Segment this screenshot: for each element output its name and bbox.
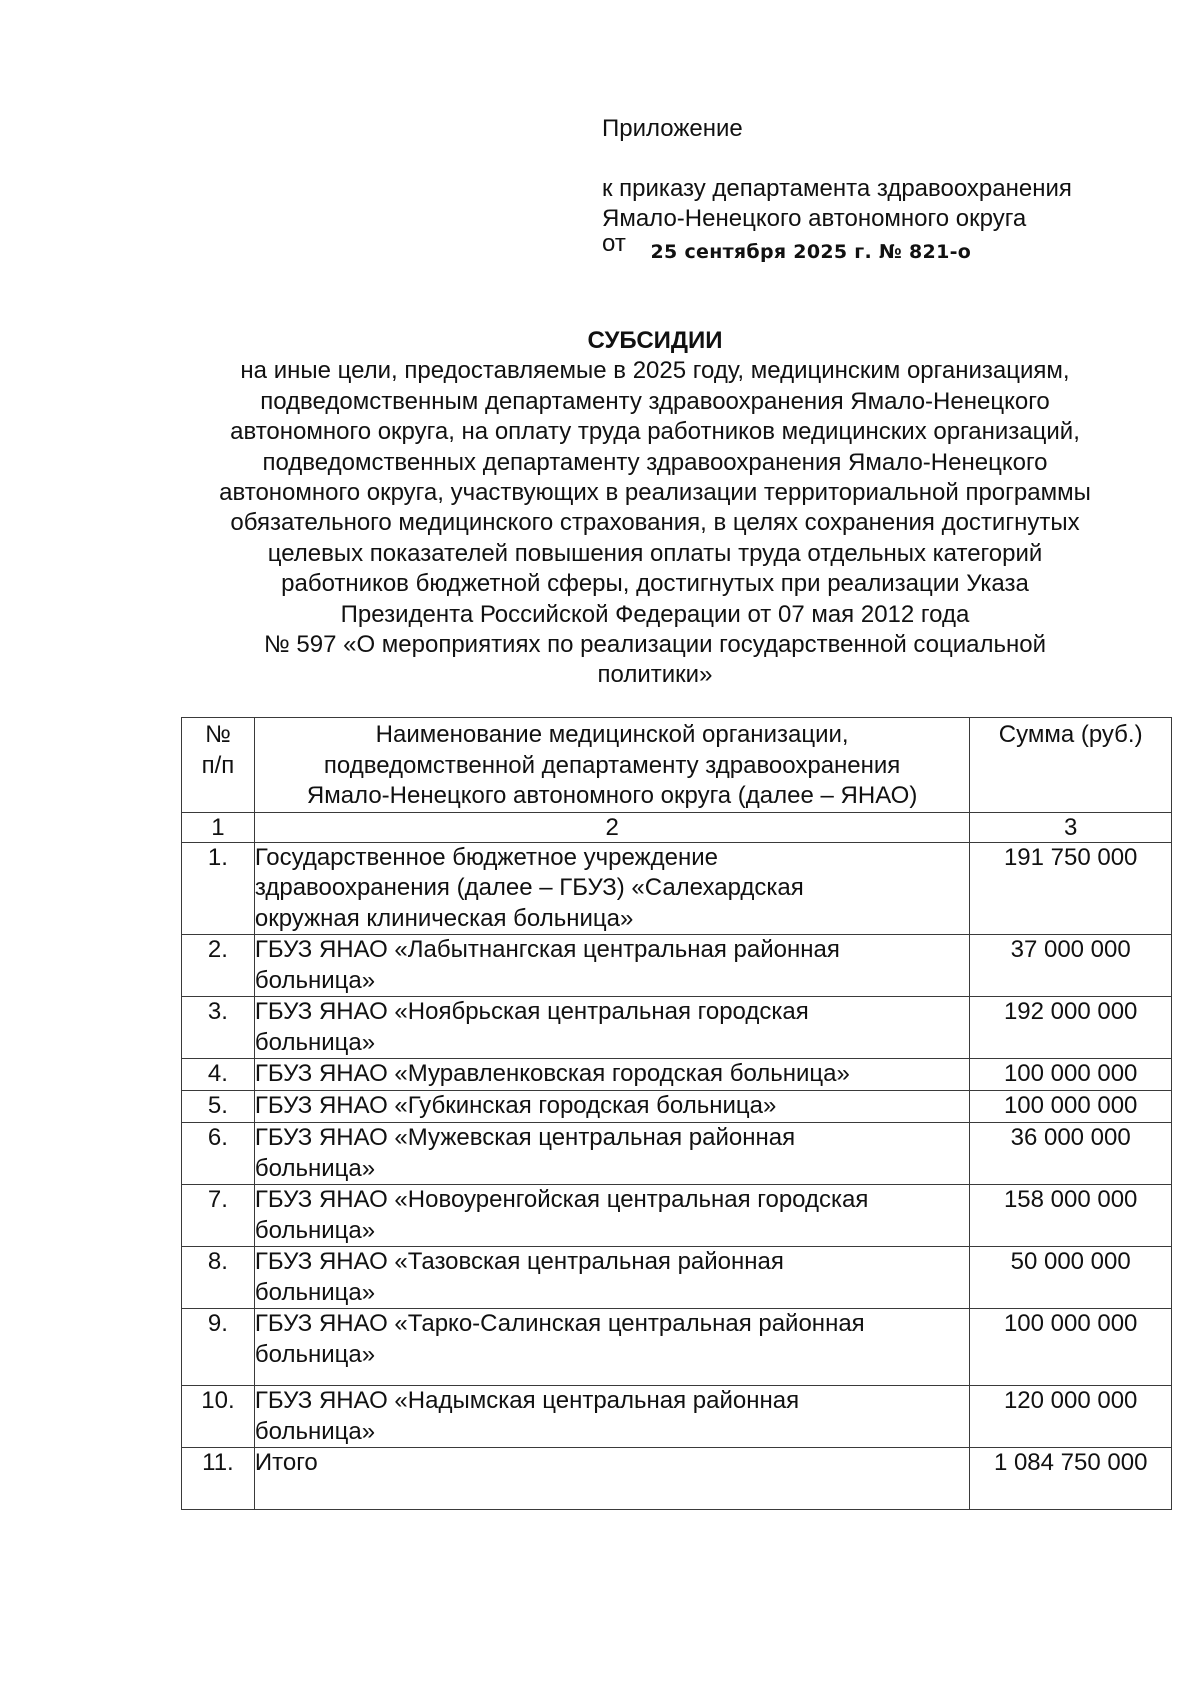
row-sum: 158 000 000 [970, 1185, 1172, 1247]
row-name-line: больница» [254, 1417, 376, 1445]
column-index-cell: 1 [182, 812, 255, 842]
subtitle-line: автономного округа, участвующих в реализации территориальной программы [219, 479, 1091, 507]
subtitle-line: обязательного медицинского страхования, в целях сохранения достигнутых [230, 509, 1080, 537]
appendix-order-line-1: к приказу департамента здравоохранения [602, 175, 1072, 202]
table-row [182, 1123, 1172, 1185]
column-index-cell: 3 [970, 812, 1172, 842]
row-name-line: ГБУЗ ЯНАО «Муравленковская городская больница» [254, 1060, 850, 1087]
header-name-line: подведомственной департаменту здравоохранения [323, 751, 901, 779]
row-name-line: больница» [254, 1154, 376, 1182]
subtitle-line: работников бюджетной сферы, достигнутых при реализации Указа [281, 570, 1029, 598]
row-sum: 37 000 000 [970, 935, 1172, 997]
row-name-line: здравоохранения (далее – ГБУЗ) «Салехардская [254, 874, 804, 901]
subtitle-line: Президента Российской Федерации от 07 мая 2012 года [340, 600, 970, 628]
row-name-line: больница» [254, 1216, 376, 1244]
row-num: 8. [182, 1247, 255, 1309]
row-name [254, 935, 969, 997]
table-row [182, 1185, 1172, 1247]
row-name-line: Итого [254, 1449, 318, 1476]
header-sum: Сумма (руб.) [970, 718, 1172, 813]
table-row-total [182, 1448, 1172, 1510]
header-name-line: Наименование медицинской организации, [375, 721, 849, 748]
table-row [182, 1059, 1172, 1091]
row-name [254, 1448, 969, 1510]
subtitle-line: автономного округа, на оплату труда работников медицинских организаций, [230, 418, 1080, 446]
row-sum: 100 000 000 [970, 1091, 1172, 1123]
row-name-line: больница» [254, 1278, 376, 1306]
row-name [254, 1247, 969, 1309]
row-sum: 192 000 000 [970, 997, 1172, 1059]
row-name-line: ГБУЗ ЯНАО «Тазовская центральная районная [254, 1248, 784, 1275]
row-num: 6. [182, 1123, 255, 1185]
row-sum: 100 000 000 [970, 1309, 1172, 1386]
row-sum: 100 000 000 [970, 1059, 1172, 1091]
row-name [254, 997, 969, 1059]
row-name [254, 1185, 969, 1247]
column-index-cell: 2 [254, 812, 969, 842]
row-name-line: ГБУЗ ЯНАО «Ноябрьская центральная городская [254, 998, 809, 1025]
row-sum: 191 750 000 [970, 842, 1172, 935]
table-row [182, 935, 1172, 997]
row-name-line: ГБУЗ ЯНАО «Мужевская центральная районная [254, 1124, 796, 1151]
row-num: 9. [182, 1309, 255, 1386]
row-name-line: больница» [254, 1340, 376, 1368]
row-name-line: окружная клиническая больница» [254, 904, 634, 932]
table-row [182, 997, 1172, 1059]
row-sum: 50 000 000 [970, 1247, 1172, 1309]
order-date-row [602, 230, 1162, 265]
row-num: 2. [182, 935, 255, 997]
row-name [254, 1123, 969, 1185]
table-row [182, 842, 1172, 935]
appendix-label: Приложение [602, 115, 743, 142]
row-name-line: ГБУЗ ЯНАО «Новоуренгойская центральная городская [254, 1186, 869, 1213]
row-name [254, 1091, 969, 1123]
row-name [254, 1309, 969, 1386]
row-num: 11. [182, 1448, 255, 1510]
column-index-row [182, 812, 1172, 842]
order-from-label: от [602, 230, 626, 257]
row-num: 5. [182, 1091, 255, 1123]
row-sum: 120 000 000 [970, 1386, 1172, 1448]
row-num: 4. [182, 1059, 255, 1091]
header-name-line: Ямало-Ненецкого автономного округа (далее – ЯНАО) [306, 782, 918, 809]
total-sum: 1 084 750 000 [970, 1448, 1172, 1510]
row-name-line: больница» [254, 966, 376, 994]
subsidies-table [181, 717, 1172, 1510]
document-title: СУБСИДИИ [587, 327, 723, 354]
subtitle-line: подведомственным департаменту здравоохранения Ямало-Ненецкого [260, 387, 1050, 415]
row-num: 3. [182, 997, 255, 1059]
table-header-row [182, 718, 1172, 813]
row-sum: 36 000 000 [970, 1123, 1172, 1185]
subtitle-line: № 597 «О мероприятиях по реализации государственной социальной [263, 631, 1047, 659]
appendix-order-line-2: Ямало-Ненецкого автономного округа [602, 205, 1027, 232]
document-title-block [170, 326, 1140, 691]
header-num [182, 718, 255, 813]
table-row [182, 1091, 1172, 1123]
subtitle-line: целевых показателей повышения оплаты труда отдельных категорий [267, 539, 1043, 567]
table-row [182, 1247, 1172, 1309]
row-name-line: больница» [254, 1028, 376, 1056]
row-num: 7. [182, 1185, 255, 1247]
row-name [254, 1386, 969, 1448]
table-row [182, 1386, 1172, 1448]
subtitle-line: политики» [597, 661, 713, 689]
row-num: 10. [182, 1386, 255, 1448]
header-num-line: № [205, 721, 231, 748]
subtitle-line: на иные цели, предоставляемые в 2025 году, медицинским организациям, [240, 357, 1070, 385]
row-name-line: ГБУЗ ЯНАО «Лабытнангская центральная районная [254, 936, 840, 963]
subtitle-line: подведомственных департаменту здравоохранения Ямало-Ненецкого [262, 448, 1048, 476]
row-name-line: ГБУЗ ЯНАО «Надымская центральная районная [254, 1387, 800, 1414]
row-name-line: ГБУЗ ЯНАО «Губкинская городская больница» [254, 1092, 777, 1119]
row-name [254, 842, 969, 935]
row-name-line: Государственное бюджетное учреждение [254, 843, 718, 871]
appendix-header [602, 114, 1162, 265]
header-name [254, 718, 969, 813]
row-name [254, 1059, 969, 1091]
order-date-stamp: 25 сентября 2025 г. № 821-о [650, 241, 972, 263]
header-num-line: п/п [201, 751, 235, 779]
row-num: 1. [182, 842, 255, 935]
row-name-line: ГБУЗ ЯНАО «Тарко-Салинская центральная районная [254, 1310, 865, 1337]
table-row [182, 1309, 1172, 1386]
